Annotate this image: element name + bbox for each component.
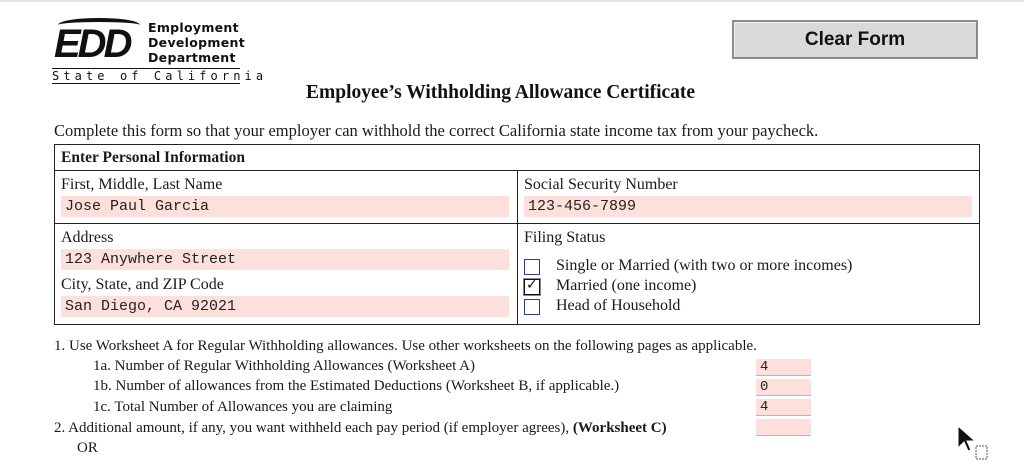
ssn-label: Social Security Number — [524, 176, 678, 193]
filing-married-label: Married (one income) — [556, 277, 697, 294]
line-1a-text: 1a. Number of Regular Withholding Allowances (Worksheet A) — [93, 358, 475, 374]
name-field[interactable]: Jose Paul Garcia — [61, 196, 509, 217]
name-label: First, Middle, Last Name — [61, 176, 223, 193]
address-label: Address — [61, 229, 114, 246]
filing-single-label: Single or Married (with two or more incomes) — [556, 257, 853, 274]
logo-word-department: Department — [148, 50, 236, 65]
line-1c-text: 1c. Total Number of Allowances you are claiming — [93, 399, 393, 415]
ssn-field[interactable]: 123-456-7899 — [524, 196, 972, 217]
table-divider-horizontal — [55, 223, 979, 224]
filing-hoh-checkbox[interactable] — [524, 299, 540, 315]
line-1b-text: 1b. Number of allowances from the Estimated Deductions (Worksheet B, if applicable.) — [93, 378, 620, 394]
mouse-cursor-icon — [956, 424, 988, 466]
or-text: OR — [77, 440, 98, 456]
logo-state: State of California — [52, 69, 268, 83]
clear-form-button[interactable]: Clear Form — [732, 20, 978, 59]
logo-words — [148, 20, 245, 65]
filing-hoh-label: Head of Household — [556, 297, 681, 314]
address-field[interactable]: 123 Anywhere Street — [61, 249, 509, 270]
filing-married-checkbox[interactable] — [524, 279, 540, 295]
city-field[interactable]: San Diego, CA 92021 — [61, 296, 509, 317]
logo-mark: EDD — [54, 22, 130, 66]
line-2-text — [54, 420, 667, 437]
line-2-field[interactable] — [756, 419, 811, 436]
logo-word-development: Development — [148, 35, 245, 50]
personal-info-header-text: Enter Personal Information — [61, 149, 245, 166]
line-1c-field[interactable]: 4 — [756, 399, 811, 416]
line-1b-field[interactable]: 0 — [756, 379, 811, 396]
line-2-worksheet: (Worksheet C) — [572, 420, 667, 436]
line-1a-field[interactable]: 4 — [756, 359, 811, 376]
intro-text: Complete this form so that your employer can withhold the correct California state income tax from your paycheck. — [54, 121, 819, 140]
top-border — [0, 0, 1024, 2]
logo-word-employment: Employment — [148, 20, 239, 35]
form-title: Employee’s Withholding Allowance Certificate — [306, 82, 696, 103]
personal-info-table — [54, 144, 980, 325]
edd-logo — [52, 18, 268, 86]
filing-status-label: Filing Status — [524, 229, 606, 246]
city-label: City, State, and ZIP Code — [61, 276, 224, 293]
table-divider-vertical — [517, 171, 518, 325]
personal-info-header — [55, 145, 979, 171]
checkmark-icon: ✓ — [526, 277, 538, 293]
filing-single-checkbox[interactable] — [524, 259, 540, 275]
line-2-main: 2. Additional amount, if any, you want withheld each pay period (if employer agrees), — [54, 420, 573, 436]
line-1-text: 1. Use Worksheet A for Regular Withholding allowances. Use other worksheets on the following pages as applicable. — [54, 338, 757, 354]
